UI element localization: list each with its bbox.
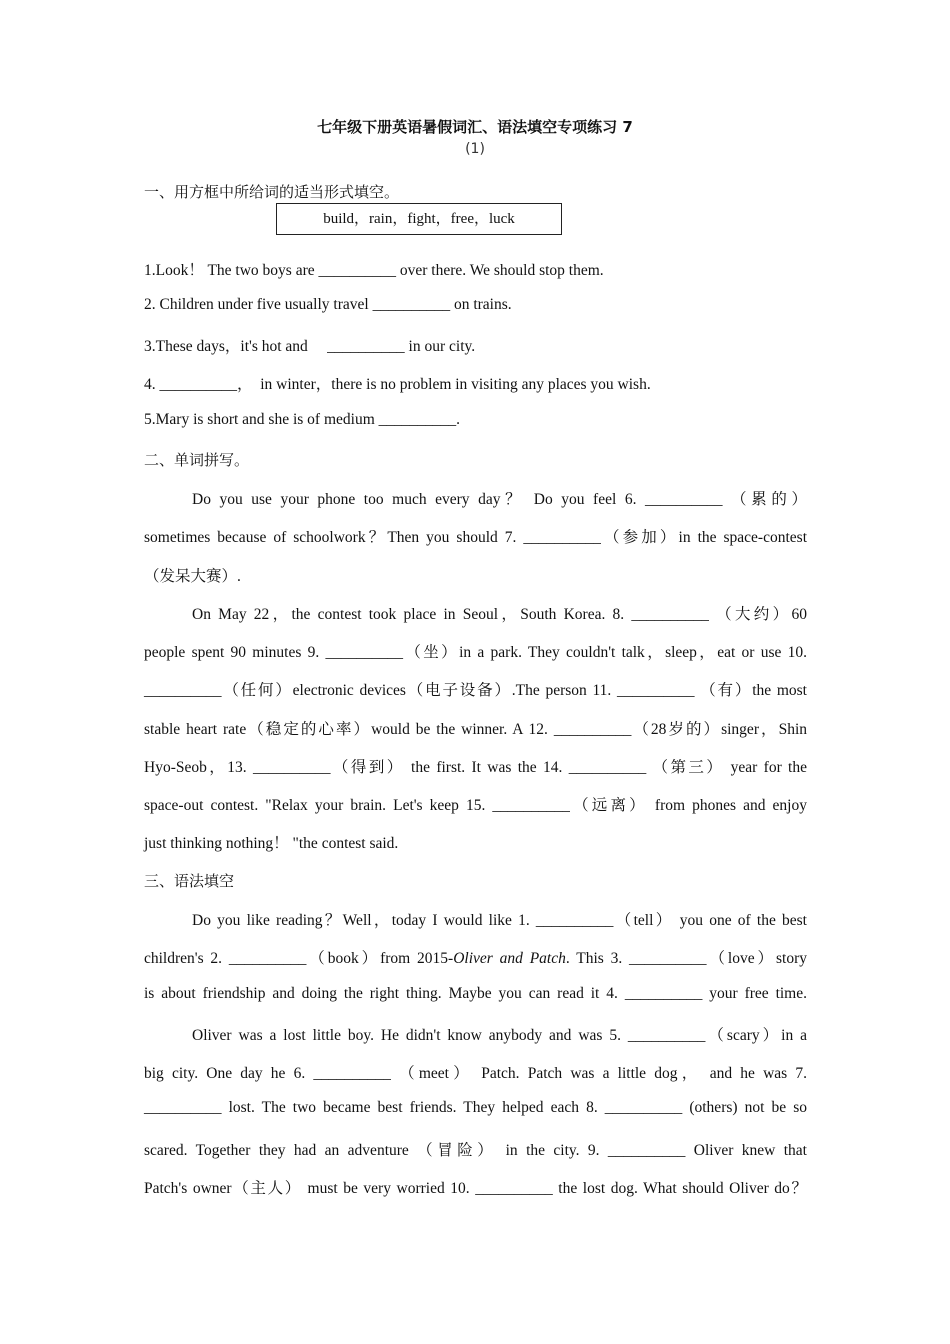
passage2-line: sometimes because of schoolwork？Then you should 7. __________（参加）in the space-contest (144, 529, 807, 546)
passage3-line: big city. One day he 6. __________ （meet） Patch. Patch was a little dog， and he was 7. (144, 1065, 807, 1082)
passage3-line: Oliver was a lost little boy. He didn't know anybody and was 5. __________（scary）in a (192, 1027, 807, 1044)
passage2-line: space-out contest. "Relax your brain. Let's keep 15. __________（远离） from phones and enjoy (144, 797, 807, 814)
page-subtitle: (1) (465, 141, 485, 157)
passage3-line (144, 946, 807, 968)
passage3-line: is about friendship and doing the right thing. Maybe you can read it 4. __________ your free time. (144, 985, 807, 1002)
question-5: 5.Mary is short and she is of medium __________. (144, 411, 461, 428)
section1-heading: 一、用方框中所给词的适当形式填空。 (144, 183, 400, 201)
page-title: 七年级下册英语暑假词汇、语法填空专项练习 7 (317, 118, 633, 136)
passage3-text: . This 3. __________（love）story (565, 950, 807, 967)
passage2-line: Do you use your phone too much every day？ Do you feel 6. __________ （累的） (192, 491, 807, 508)
passage3-line: Patch's owner（主人） must be very worried 10. __________ the lost dog. What should Oliver do？ (144, 1180, 807, 1197)
passage3-line: __________ lost. The two became best friends. They helped each 8. __________ (others) not be so (144, 1099, 807, 1116)
passage2-line: people spent 90 minutes 9. __________（坐）in a park. They couldn't talk，sleep，eat or use 10. (144, 644, 807, 661)
passage2-line: （发呆大赛）. (144, 568, 241, 585)
question-3: 3.These days，it's hot and __________ in our city. (144, 338, 476, 355)
passage2-line: just thinking nothing！ "the contest said. (144, 835, 399, 852)
section2-heading: 二、单词拼写。 (144, 451, 250, 469)
passage2-line: On May 22，the contest took place in Seoul，South Korea. 8. __________ （大约）60 (192, 606, 807, 623)
word-box: build，rain，fight，free，luck (276, 203, 562, 235)
passage2-line: stable heart rate（稳定的心率）would be the winner. A 12. __________（28岁的）singer，Shin (144, 721, 807, 738)
question-2: 2. Children under five usually travel __________ on trains. (144, 296, 512, 313)
passage2-line: Hyo-Seob，13. __________（得到） the first. It was the 14. __________ （第三） year for the (144, 759, 807, 776)
passage3-text: children's 2. __________（book）from 2015- (144, 950, 454, 967)
passage3-line: Do you like reading？Well，today I would like 1. __________（tell） you one of the best (192, 912, 807, 929)
passage2-line: __________（任何）electronic devices（电子设备）.The person 11. __________ （有）the most (144, 682, 807, 699)
passage3-line: scared. Together they had an adventure （冒险） in the city. 9. __________ Oliver knew that (144, 1142, 807, 1159)
question-1: 1.Look！ The two boys are __________ over there. We should stop them. (144, 262, 604, 279)
question-4: 4. __________， in winter，there is no problem in visiting any places you wish. (144, 376, 651, 393)
book-title: Oliver and Patch (453, 950, 566, 967)
section3-heading: 三、语法填空 (144, 872, 235, 890)
